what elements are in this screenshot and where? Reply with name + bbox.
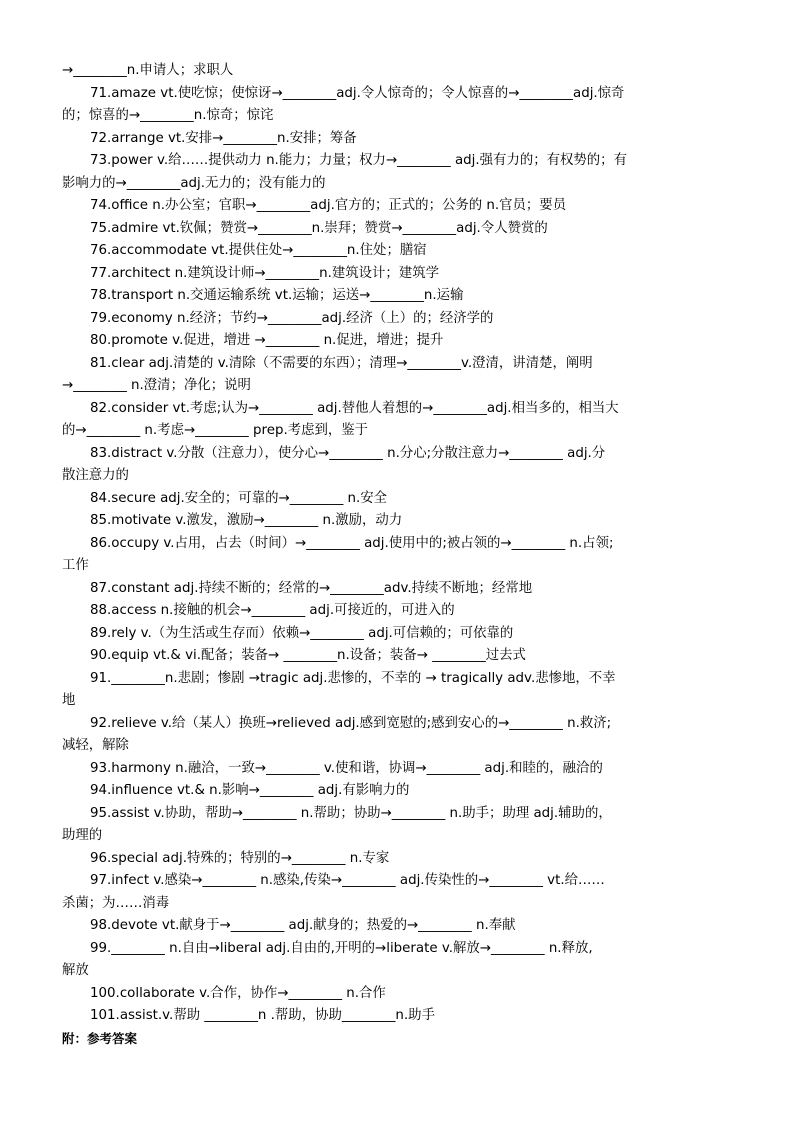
vocab-line: 75.admire vt.钦佩；赞赏→________n.崇拜；赞赏→________adj.令人赞赏的 xyxy=(90,220,548,236)
vocabulary-list xyxy=(62,60,734,1028)
vocab-line: 80.promote v.促进，增进 →________ n.促进，增进；提升 xyxy=(90,333,444,348)
document-body xyxy=(62,60,734,1050)
vocab-line: 79.economy n.经济；节约→________adj.经济（上）的；经济学的 xyxy=(90,310,494,326)
vocab-line: 76.accommodate vt.提供住处→________n.住处；膳宿 xyxy=(90,243,427,258)
vocab-line: 93.harmony n.融洽，一致→________ v.使和谐，协调→________ adj.和睦的，融洽的 xyxy=(90,760,603,776)
vocab-line: 91.________n.悲剧；惨剧 →tragic adj.悲惨的，不幸的 → tragically adv.悲惨地，不幸 xyxy=(90,670,616,686)
vocab-line: 74.office n.办公室；官职→________adj.官方的；正式的；公务的 n.官员；要员 xyxy=(90,198,567,213)
vocab-line: 地 xyxy=(62,693,76,708)
vocab-line: →________n.申请人；求职人 xyxy=(62,63,234,78)
vocab-line: →________ n.澄清；净化；说明 xyxy=(62,378,251,393)
vocab-line: 84.secure adj.安全的；可靠的→________ n.安全 xyxy=(90,490,388,506)
vocab-line: 减轻，解除 xyxy=(62,738,129,753)
vocab-line: 77.architect n.建筑设计师→________n.建筑设计；建筑学 xyxy=(90,265,439,281)
vocab-line: 的→________ n.考虑→________ prep.考虑到，鉴于 xyxy=(62,423,369,438)
vocab-line: 95.assist v.协助，帮助→________ n.帮助；协助→________ n.助手；助理 adj.辅助的， xyxy=(90,805,612,821)
vocab-line: 工作 xyxy=(62,558,89,573)
vocab-line: 85.motivate v.激发，激励→________ n.激励，动力 xyxy=(90,513,403,528)
vocab-line: 97.infect v.感染→________ n.感染,传染→________ adj.传染性的→________ vt.给…… xyxy=(90,873,605,888)
vocab-line: 83.distract v.分散（注意力），使分心→________ n.分心;分散注意力→________ adj.分 xyxy=(90,445,606,461)
vocab-line: 解放 xyxy=(62,963,89,978)
vocab-line: 散注意力的 xyxy=(62,468,129,483)
vocab-line: 90.equip vt.& vi.配备；装备→ ________n.设备；装备→ ________过去式 xyxy=(90,648,526,663)
vocab-line: 96.special adj.特殊的；特别的→________ n.专家 xyxy=(90,850,390,866)
vocab-line: 88.access n.接触的机会→________ adj.可接近的，可进入的 xyxy=(90,603,455,618)
answer-key-heading: 附：参考答案 xyxy=(62,1030,138,1046)
vocab-line: 71.amaze vt.使吃惊；使惊讶→________adj.令人惊奇的；令人惊喜的→________adj.惊奇 xyxy=(90,85,625,101)
vocab-line: 92.relieve v.给（某人）换班→relieved adj.感到宽慰的;感到安心的→________ n.救济; xyxy=(90,715,612,731)
vocab-line: 89.rely v.（为生活或生存而）依赖→________ adj.可信赖的；可依靠的 xyxy=(90,625,514,641)
vocab-line: 86.occupy v.占用，占去（时间）→________ adj.使用中的;被占领的→________ n.占领; xyxy=(90,535,614,551)
vocab-line: 98.devote vt.献身于→________ adj.献身的；热爱的→________ n.奉献 xyxy=(90,918,516,933)
vocab-line: 的；惊喜的→________n.惊奇；惊诧 xyxy=(62,108,274,123)
vocab-line: 72.arrange vt.安排→________n.安排；筹备 xyxy=(90,130,357,146)
vocab-line: 杀菌；为……消毒 xyxy=(62,895,170,911)
vocab-line: 99.________ n.自由→liberal adj.自由的,开明的→liberate v.解放→________ n.释放, xyxy=(90,940,593,956)
vocab-line: 101.assist.v.帮助 ________n .帮助，协助________n.助手 xyxy=(90,1008,435,1023)
vocab-line: 73.power v.给……提供动力 n.能力；力量；权力→________ adj.强有力的；有权势的；有 xyxy=(90,153,627,168)
vocab-line: 助理的 xyxy=(62,828,103,843)
vocab-line: 94.influence vt.& n.影响→________ adj.有影响力的 xyxy=(90,783,410,798)
vocab-line: 78.transport n.交通运输系统 vt.运输；运送→________n.运输 xyxy=(90,288,464,303)
vocab-line: 影响力的→________adj.无力的；没有能力的 xyxy=(62,175,326,191)
vocab-line: 87.constant adj.持续不断的；经常的→________adv.持续不断地；经常地 xyxy=(90,580,533,596)
vocab-line: 82.consider vt.考虑;认为→________ adj.替他人着想的→________adj.相当多的，相当大 xyxy=(90,400,619,416)
vocab-line: 100.collaborate v.合作，协作→________ n.合作 xyxy=(90,985,386,1001)
vocab-line: 81.clear adj.清楚的 v.清除（不需要的东西）；清理→________v.澄清，讲清楚，阐明 xyxy=(90,355,593,371)
